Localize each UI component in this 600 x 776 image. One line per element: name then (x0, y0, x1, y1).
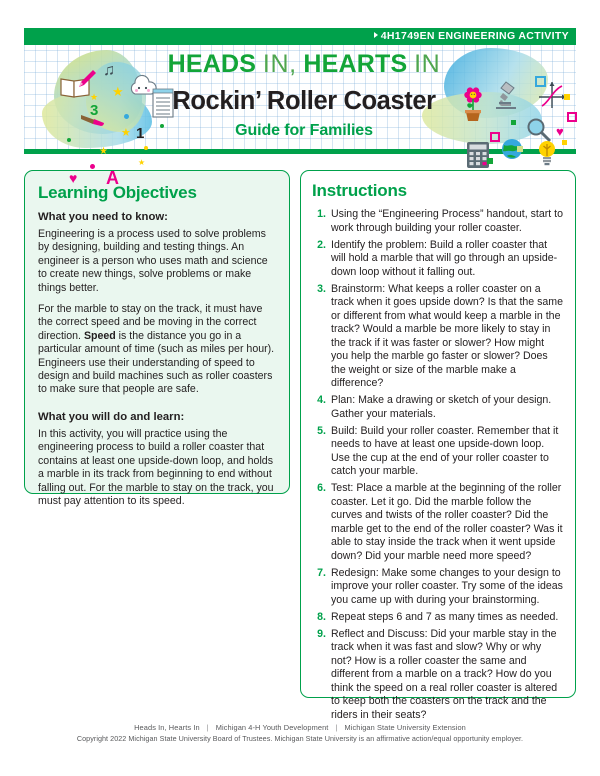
instruction-step (312, 394, 564, 421)
footer-separator-1: | (206, 723, 209, 732)
activity-code-text: 4H1749EN ENGINEERING ACTIVITY (380, 30, 569, 42)
instruction-step-text: Test: Place a marble at the beginning of the roller coaster. Let it go. Did the marble follow the curves and twists of the roller coaster? Did the marble get to the end of the roller coaster? Was it able to stay inside the track when it went upside down? Did your marble need more speed? (331, 482, 563, 562)
instruction-step-number: 8. (317, 610, 326, 623)
banner-title-block (144, 50, 464, 141)
instruction-step-number: 3. (317, 282, 326, 295)
program-title-hearts: HEARTS (303, 50, 408, 78)
star-icon-4: ★ (99, 146, 108, 157)
heart-icon-right: ♥ (556, 124, 564, 139)
square-decor-8 (562, 140, 567, 145)
calculator-icon (466, 141, 490, 169)
activity-title: Rockin’ Roller Coaster (172, 87, 436, 115)
program-title-in-2: IN (414, 50, 441, 78)
instruction-step-text: Reflect and Discuss: Did your marble stay in the track when it was fast and slow? Why or why not? How is a roller coaster the same and different from a marble on a track? How do you think the speed on a real roller coaster is altered to keep both the coasters on the track and the riders in their seats? (331, 627, 558, 721)
square-decor-2 (567, 112, 577, 122)
learning-objectives-title: Learning Objectives (38, 183, 197, 202)
instructions-title: Instructions (312, 181, 407, 200)
instruction-step (312, 611, 564, 625)
number-three-decor: 3 (90, 102, 99, 119)
activity-subtitle: Guide for Families (235, 122, 373, 139)
potted-flower-icon (461, 88, 485, 122)
square-decor-5 (511, 120, 516, 125)
footer-separator-2: | (335, 723, 338, 732)
footer-copyright: Copyright 2022 Michigan State University Board of Trustees. Michigan State University is an affirmative action/equal opportunity employer. (76, 734, 524, 743)
lightbulb-icon (537, 140, 557, 166)
program-title (144, 50, 464, 79)
instruction-step (312, 425, 564, 479)
instruction-step-text: Build: Build your roller coaster. Remember that it needs to have at least one upside-down loop. Use the cup at the end of your roller coaster to catch your marble. (331, 424, 559, 477)
do-and-learn-heading: What you will do and learn: (38, 410, 185, 423)
need-to-know-heading: What you need to know: (38, 211, 168, 223)
instruction-step-number: 7. (317, 566, 326, 579)
instruction-step (312, 239, 564, 280)
square-decor-6 (564, 94, 570, 100)
star-icon-1: ★ (112, 84, 124, 99)
square-decor-1 (535, 76, 546, 87)
square-decor-3 (490, 132, 500, 142)
need-to-know-paragraph-1: Engineering is a process used to solve problems by designing, building and testing things. An engineer is a person who uses math and science to create new things, solve problems or make things better. (38, 228, 268, 294)
banner-code-bar (24, 28, 576, 45)
dot-decor-3 (124, 114, 129, 119)
header-banner (24, 28, 576, 188)
dot-decor-4 (144, 146, 148, 150)
instruction-step-number: 5. (317, 424, 326, 437)
activity-code-label (374, 29, 569, 44)
instruction-step (312, 628, 564, 723)
do-and-learn-paragraph: In this activity, you will practice using the engineering process to build a roller coaster that contains at least one upside-down loop, and holds a marble in its track from beginning to end without falling out. For the marble to stay on the track, you must pay attention to its speed. (38, 427, 274, 507)
star-icon-2: ★ (90, 92, 99, 102)
program-title-heads: HEADS (167, 50, 257, 78)
instruction-step-number: 1. (317, 208, 326, 220)
heart-icon-left: ♥ (69, 170, 78, 186)
learning-objectives-card (24, 170, 290, 507)
triangle-marker-icon (374, 32, 378, 38)
instruction-step-text: Redesign: Make some changes to your design to improve your roller coaster. Try some of the ideas you came up with during your brainstorming. (331, 566, 563, 606)
instruction-step (312, 283, 564, 391)
program-title-in-1: IN, (262, 50, 297, 78)
square-decor-4 (517, 146, 523, 152)
instruction-step-text: Using the “Engineering Process” handout, start to work through building your roller coaster. (331, 208, 564, 234)
speed-term: Speed (83, 329, 116, 342)
need-to-know-p2-part2: is the distance you go in a particular amount of time (such as miles per hour). Engineers use their understanding of speed to design and build machines such as roller coasters to make sure that people are safe. (38, 329, 275, 396)
instruction-step-text: Repeat steps 6 and 7 as many times as needed. (331, 610, 559, 623)
dot-decor-2 (90, 164, 95, 169)
footer-credit-1: Heads In, Hearts In (134, 723, 200, 732)
instruction-step (312, 567, 564, 608)
music-note-icon: ♫ (103, 62, 115, 79)
instruction-step-text: Plan: Make a drawing or sketch of your design. Gather your materials. (331, 394, 552, 420)
need-to-know-paragraph-2 (38, 303, 276, 397)
page-footer (0, 722, 600, 744)
number-one-decor: 1 (136, 125, 145, 142)
microscope-icon (490, 80, 522, 110)
letter-a-decor: A (106, 168, 119, 188)
star-icon-3: ★ (121, 127, 131, 139)
instruction-step-number: 6. (317, 482, 326, 494)
instruction-steps-list (312, 208, 564, 722)
instruction-step-number: 4. (317, 394, 326, 406)
instruction-step-number: 9. (317, 627, 326, 640)
instruction-step-number: 2. (317, 238, 326, 251)
instruction-step (312, 482, 564, 563)
star-icon-5: ★ (138, 158, 146, 167)
instructions-card (300, 170, 576, 721)
dot-decor-1 (67, 138, 71, 142)
instruction-step-text: Identify the problem: Build a roller coaster that will hold a marble that will go through an upside-down loop without it falling out. (331, 238, 558, 278)
instruction-step-text: Brainstorm: What keeps a roller coaster on a track when it goes upside down? Is that the same or different from what would keep a marble in the track? Would a marble be more likely to stay in the track if it was faster or slower? How might you help the marble go faster or slower? Does the weight or size of the marble make a difference? (331, 282, 564, 389)
footer-credit-3: Michigan State University Extension (344, 723, 466, 732)
pencil-icon (76, 68, 98, 90)
instruction-step (312, 208, 564, 235)
footer-credit-2: Michigan 4-H Youth Development (215, 723, 329, 732)
need-to-know-p2-part1: For the marble to stay on the track, it must have the correct speed and be moving in the correct direction. (38, 303, 263, 342)
footer-credits (0, 722, 600, 733)
square-decor-7 (487, 158, 493, 164)
